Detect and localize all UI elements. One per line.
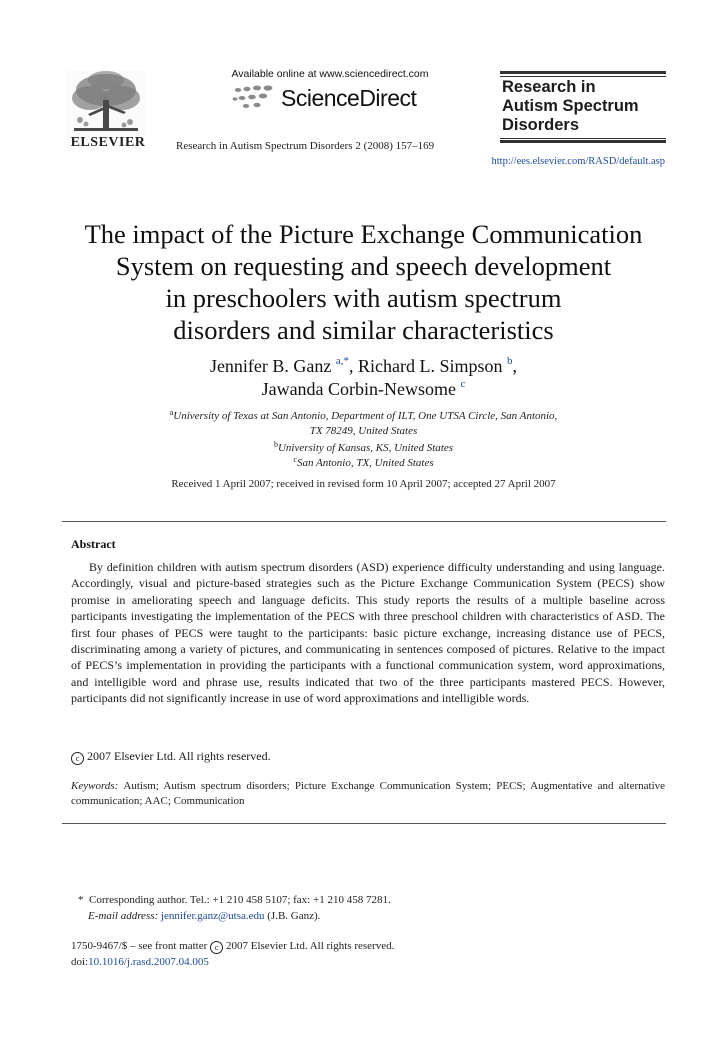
author-name: Jawanda Corbin-Newsome <box>261 379 457 399</box>
author-separator: , <box>512 356 518 376</box>
sciencedirect-name: ScienceDirect <box>281 85 417 111</box>
abstract-heading: Abstract <box>71 537 116 551</box>
doi-label: doi: <box>71 956 89 968</box>
keywords-text: Autism; Autism spectrum disorders; Picture Exchange Communication System; PECS; Augmentative and alternative communication; AAC; Communication <box>71 780 666 807</box>
title-line: The impact of the Picture Exchange Communication <box>84 219 643 249</box>
issn-line <box>71 939 394 954</box>
affiliation-mark: a <box>169 408 174 417</box>
issn-copyright: 2007 Elsevier Ltd. All rights reserved. <box>226 940 395 952</box>
copyright-icon: c <box>210 941 223 954</box>
affiliation-b <box>60 441 667 456</box>
title-line: in preschoolers with autism spectrum <box>165 283 562 313</box>
author-name: Richard L. Simpson <box>358 356 503 376</box>
divider <box>62 521 666 522</box>
affiliation-mark: c <box>293 455 297 464</box>
author-affiliation-link[interactable]: c <box>460 378 466 390</box>
journal-brand-title <box>502 78 639 135</box>
affiliation-text: University of Texas at San Antonio, Department of ILT, One UTSA Circle, San Antonio, <box>173 410 558 422</box>
author-list <box>60 355 667 401</box>
abstract-body: By definition children with autism spectrum disorders (ASD) experience difficulty understanding and using language. Accordingly, visual and picture-based strategies such as the Picture Exchange Communication System (PECS) show promise in ameliorating speech and language deficits. This study reports the results of a multiple baseline across participants investigating the implementation of the PECS with three preschool children with characteristics of ASD. The first four phases of PECS were taught to the participants: basic picture exchange, increasing distance use of PECS, discriminating among a variety of pictures, and communicating in sentences composed of pictures. Relative to the impact of PECS’s implementation in providing the participants with a functional communication system, word approximations, and intelligible word and phrase use, results indicated that two of the three participants mastered PECS. However, participants did not significantly increase in use of word approximations and intelligible words. <box>71 560 665 706</box>
journal-brand-line: Research in <box>502 78 596 96</box>
journal-brand-line: Autism Spectrum <box>502 97 639 115</box>
affiliation-a <box>60 409 667 439</box>
title-line: disorders and similar characteristics <box>173 315 554 345</box>
keywords-label: Keywords: <box>71 780 119 792</box>
author-affiliation-link[interactable]: b <box>507 355 513 367</box>
available-online-text: Available online at www.sciencedirect.com <box>231 68 429 80</box>
affiliation-mark: b <box>273 440 278 449</box>
affiliation-text: TX 78249, United States <box>309 425 418 437</box>
keywords <box>71 779 665 809</box>
affiliation-text: San Antonio, TX, United States <box>296 457 434 469</box>
issn-prefix: 1750-9467/$ – see front matter <box>71 940 208 952</box>
email-note <box>88 909 320 924</box>
copyright-icon: c <box>71 752 84 765</box>
abstract-copyright <box>71 749 271 765</box>
copyright-text: 2007 Elsevier Ltd. All rights reserved. <box>87 749 271 763</box>
footnote-mark: * <box>78 894 84 906</box>
email-link[interactable]: jennifer.ganz@utsa.edu <box>160 910 265 922</box>
author-name: Jennifer B. Ganz <box>209 356 332 376</box>
corresponding-text: Corresponding author. Tel.: +1 210 458 5107; fax: +1 210 458 7281. <box>89 894 391 906</box>
journal-brand-line: Disorders <box>502 116 580 134</box>
author-separator: , <box>349 356 359 376</box>
title-line: System on requesting and speech development <box>115 251 612 281</box>
journal-citation: Research in Autism Spectrum Disorders 2 (2008) 157–169 <box>176 140 435 152</box>
affiliation-c <box>60 456 667 471</box>
corresponding-author-note <box>78 893 391 908</box>
divider <box>62 823 666 824</box>
journal-url-link[interactable]: http://ees.elsevier.com/RASD/default.asp <box>491 156 665 167</box>
doi-link[interactable]: 10.1016/j.rasd.2007.04.005 <box>88 956 209 968</box>
email-label: E-mail address: <box>88 910 159 922</box>
author-affiliation-link[interactable]: a,* <box>335 355 350 367</box>
publisher-name: ELSEVIER <box>70 135 146 150</box>
email-suffix: (J.B. Ganz). <box>267 910 321 922</box>
affiliation-text: University of Kansas, KS, United States <box>277 442 454 454</box>
doi-line <box>71 955 209 970</box>
article-title <box>60 218 667 346</box>
journal-brand <box>500 71 666 143</box>
sciencedirect-dots-logo <box>230 83 276 113</box>
received-dates: Received 1 April 2007; received in revised form 10 April 2007; accepted 27 April 2007 <box>171 478 556 490</box>
